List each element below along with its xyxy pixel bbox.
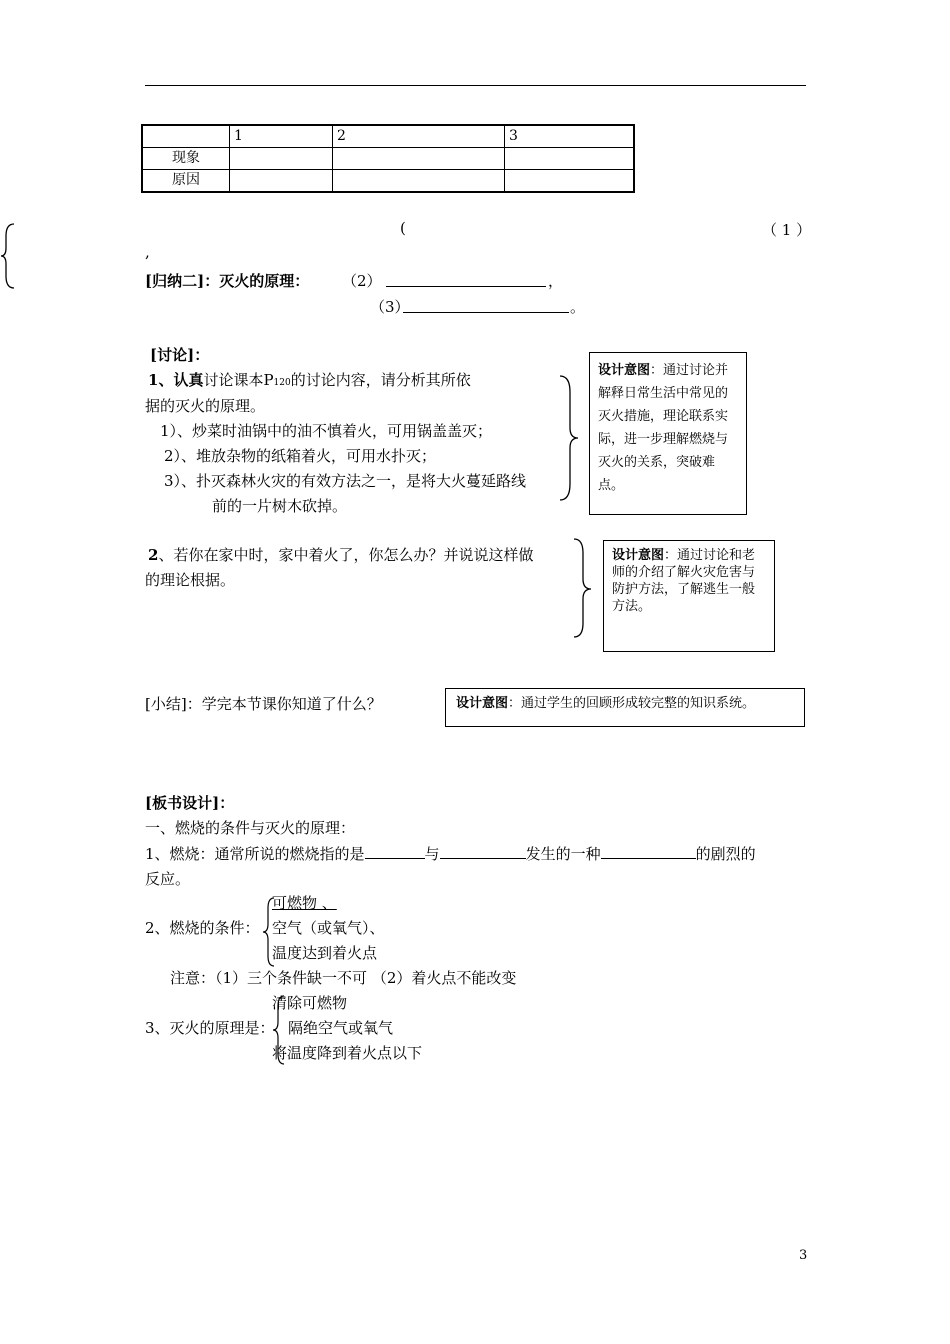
principle-item: 清除可燃物 xyxy=(272,994,348,1012)
board-text: 发生的一种 xyxy=(525,845,601,863)
design-label: 设计意图 xyxy=(598,363,651,378)
table-cell xyxy=(505,148,635,170)
discussion-title: [讨论]： xyxy=(150,346,210,364)
question-1 xyxy=(148,369,471,390)
observation-table xyxy=(141,124,635,193)
q2-line2: 的理论根据。 xyxy=(145,571,236,589)
table-cell xyxy=(333,148,505,170)
condition-item: 温度达到着火点 xyxy=(272,944,378,962)
answer-blank[interactable] xyxy=(403,298,569,313)
right-brace-icon xyxy=(558,374,582,504)
answer-blank[interactable] xyxy=(365,844,425,859)
board-line-1-cont: 反应。 xyxy=(145,870,191,888)
table-row xyxy=(142,170,634,193)
q2-text: 、若你在家中时，家中着火了，你怎么办？并说说这样做 xyxy=(158,546,534,564)
right-brace-icon xyxy=(572,537,596,640)
q1-text: 讨论课本P xyxy=(203,371,274,389)
condition-item: 空气（或氧气）、 xyxy=(272,919,385,937)
table-header-cell: 3 xyxy=(505,125,635,148)
q1-line2: 据的灭火的原理。 xyxy=(145,397,266,415)
item1-label: （ 1 ） xyxy=(762,221,812,239)
margin-brace-icon xyxy=(0,222,20,290)
answer-blank[interactable] xyxy=(440,844,526,859)
design-text: ：通过学生的回顾形成较完整的知识系统。 xyxy=(508,696,756,711)
item3-tail: 。 xyxy=(570,298,586,316)
principle-item: 将温度降到着火点以下 xyxy=(272,1044,423,1062)
discussion-item: 1）、炒菜时油锅中的油不慎着火，可用锅盖盖灭； xyxy=(160,422,493,440)
board-line-1 xyxy=(145,843,756,864)
discussion-item: 3）、扑灭森林火灾的有效方法之一，是将大火蔓延路线 xyxy=(164,472,527,490)
table-cell xyxy=(230,148,333,170)
row-label: 原因 xyxy=(142,170,230,193)
design-label: 设计意图 xyxy=(612,548,665,563)
item3-label: （3） xyxy=(370,298,410,316)
note-line: 注意：（1）三个条件缺一不可 （2）着火点不能改变 xyxy=(170,969,517,987)
item2-label: （2） xyxy=(342,272,382,290)
open-paren: ( xyxy=(400,219,406,237)
q1-page-sub: 120 xyxy=(273,378,291,388)
board-text: 与 xyxy=(424,845,440,863)
design-text: ：通过讨论并解释日常生活中常见的灭火措施，理论联系实际，进一步理解燃烧与灭火的关系，突破难点。 xyxy=(598,363,729,493)
principle-label: 3、灭火的原理是： xyxy=(145,1019,275,1037)
board-title: [板书设计]： xyxy=(145,794,235,812)
table-header-cell: 2 xyxy=(333,125,505,148)
answer-blank[interactable] xyxy=(386,272,546,287)
design-label: 设计意图 xyxy=(456,696,509,711)
q1-number: 1 xyxy=(148,371,159,389)
design-box-2 xyxy=(603,540,775,652)
header-rule xyxy=(145,85,806,86)
table-cell xyxy=(230,170,333,193)
q1-text: 的讨论内容，请分析其所依 xyxy=(290,371,471,389)
q2-number: 2 xyxy=(148,546,159,564)
question-2 xyxy=(148,544,533,565)
table-header-cell: 1 xyxy=(230,125,333,148)
table-corner-cell xyxy=(142,125,230,148)
discussion-item: 2）、堆放杂物的纸箱着火，可用水扑灭； xyxy=(164,447,437,465)
table-row xyxy=(142,148,634,170)
row-label: 现象 xyxy=(142,148,230,170)
answer-blank[interactable] xyxy=(601,844,696,859)
page-number: 3 xyxy=(799,1248,808,1263)
table-cell xyxy=(333,170,505,193)
design-box-1 xyxy=(589,352,747,515)
comma-mark: , xyxy=(145,243,150,261)
design-box-3 xyxy=(445,688,805,727)
table-cell xyxy=(505,170,635,193)
principle-brace-icon xyxy=(272,994,288,1066)
discussion-item-cont: 前的一片树木砍掉。 xyxy=(212,497,348,515)
board-heading: 一、燃烧的条件与灭火的原理： xyxy=(145,819,356,837)
section-title: [归纳二]：灭火的原理： xyxy=(145,272,310,290)
q1-bold-text: 、认真 xyxy=(158,371,204,389)
table-header-row xyxy=(142,125,634,148)
board-text: 的剧烈的 xyxy=(695,845,756,863)
design-text: ：通过讨论和老师的介绍了解火灾危害与防护方法，了解逃生一般方法。 xyxy=(612,548,756,614)
principle-item: 隔绝空气或氧气 xyxy=(288,1019,394,1037)
item2-tail: ， xyxy=(548,272,564,290)
summary-question: [小结]：学完本节课你知道了什么？ xyxy=(145,695,382,713)
board-text: 1、燃烧：通常所说的燃烧指的是 xyxy=(145,845,365,863)
condition-label: 2、燃烧的条件： xyxy=(145,919,260,937)
condition-brace-icon xyxy=(262,896,278,968)
condition-item: 可燃物 、 xyxy=(272,894,337,912)
